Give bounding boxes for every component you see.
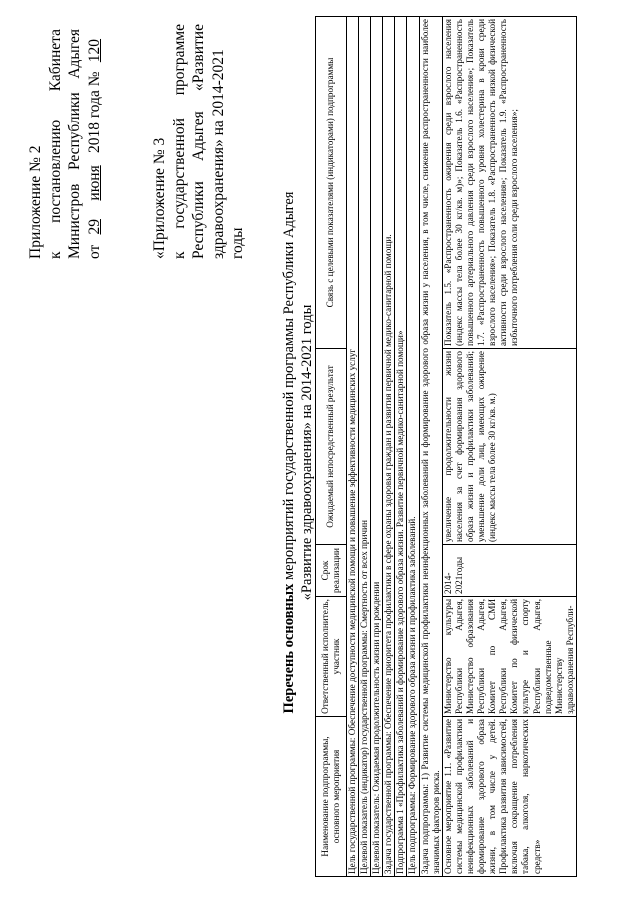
event-result: увеличение продолжительности жизни населения за счет формирования здорового образа жизни и профилактики заболеваний; уменьшение доли лиц, имеющих ожирение (индекс массы тела более 30 кг/кв. м.) <box>442 349 576 545</box>
table-row <box>419 17 442 877</box>
header-result: Ожидаемый непосредственный результат <box>316 349 347 545</box>
table-row <box>347 17 359 877</box>
title-line-1: Перечень основных мероприятий государственной программы Республики Адыгея <box>281 191 297 714</box>
appendix-2-block <box>26 29 104 259</box>
decree-number: 120 <box>85 38 103 63</box>
appendix-2-heading: Приложение № 2 <box>27 145 44 259</box>
subprogram-title: Подпрограмма 1 «Профилактика заболеваний и формирование здорового образа жизни. Развитие первичной медико-санитарной помощи» <box>395 17 407 877</box>
appendix-3-heading: «Приложение № 3 <box>151 137 168 259</box>
target-indicator-life-expectancy: Целевой показатель: Ожидаемая продолжительность жизни при рождении <box>371 17 383 877</box>
title-line-2: «Развитие здравоохранения» на 2014-2021 годы <box>299 304 315 601</box>
table-row <box>395 17 407 877</box>
subprogram-goal: Цель подпрограммы: Формирование здорового образа жизни и профилактика заболеваний. <box>407 17 419 877</box>
event-name: Основное мероприятие 1.1. «Развитие системы медицинской профилактики неинфекционных заболеваний и формирование здорового образа жизни, в том числе у детей. Профилактика развития зависимостей, включая сокращение потребления табака, алкоголя, наркотических средств» <box>442 717 576 877</box>
table-row <box>383 17 395 877</box>
table-row <box>442 17 576 877</box>
header-executor: Ответственный исполнитель, участник <box>316 597 347 717</box>
table-row <box>359 17 371 877</box>
header-program: Наименование подпрограммы, основного мероприятия <box>316 717 347 877</box>
decree-month: июня <box>85 165 103 201</box>
subprogram-task: Задача подпрограммы: 1) Развитие системы медицинской профилактики неинфекционных заболеваний и формирование здорового образа жизни у населения, в том числе, снижение распространенности наиболее значимых факторов риска. <box>419 17 442 877</box>
appendix-3-line2: к государственной программе <box>170 24 188 259</box>
table-row <box>371 17 383 877</box>
header-indicators: Связь с целевыми показателями (индикаторами) подпрограммы <box>316 17 347 349</box>
program-goal: Цель государственной программы: Обеспечение доступности медицинской помощи и повышение эффективности медицинских услуг <box>347 17 359 877</box>
event-period: 2014-2021годы <box>442 545 576 597</box>
events-table <box>315 16 577 877</box>
event-indicators: Показатель 1.5. «Распространенность ожирения среди взрослого населения (индекс массы тела более 30 кг/кв. м)»; Показатель 1.6. «Распространенность повышенного артериального давления среди взрослого населения»; Показатель 1.7. «Распространенность повышенного уровня холестерина в крови среди взрослого населения»; Показатель 1.8. «Распространенность низкой физической активности среди взрослого населения»; Показатель 1.9. «Распространенность избыточного потребления соли среди взрослого населения»; <box>442 17 576 349</box>
appendix-2-line3: Министров Республики Адыгея <box>66 29 84 259</box>
table-header-row <box>316 17 347 877</box>
appendix-2-line2: к постановлению Кабинета <box>46 29 64 259</box>
appendix-3-line4: здравоохранения» на 2014-2021 годы <box>209 49 247 259</box>
document-title <box>280 40 316 865</box>
appendix-3-line3: Республики Адыгея «Развитие <box>190 24 208 259</box>
appendix-2-date-line: от 29 июня 2018 года № 120 <box>85 29 105 259</box>
appendix-3-block <box>150 24 248 259</box>
header-period: Срок реализации <box>316 545 347 597</box>
event-executor: Министерство культуры Республики Адыгея, Министерство образования Республики Адыгея, Комитет по СМИ Республики Адыгея, Комитет по физической культуре и спорту Республики Адыгея, подведомственные Министерству здравоохранения Республи- <box>442 597 576 717</box>
program-task: Задача государственной программы: Обеспечение приоритета профилактики в сфере охраны здоровья граждан и развития первичной медико-санитарной помощи. <box>383 17 395 877</box>
decree-day: 29 <box>85 219 103 235</box>
target-indicator-mortality: Целевой показатель (индикатор) государственной программы: Смертность от всех причин <box>359 17 371 877</box>
table-row <box>407 17 419 877</box>
